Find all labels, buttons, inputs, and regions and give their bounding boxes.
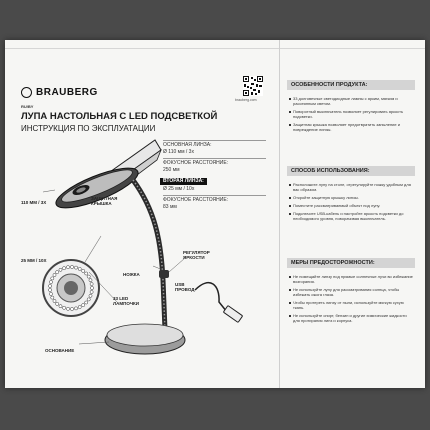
led-bulb-icon xyxy=(70,307,73,310)
led-bulb-icon xyxy=(51,296,54,299)
led-bulb-icon xyxy=(59,305,62,308)
led-bulb-icon xyxy=(63,267,66,270)
led-bulb-icon xyxy=(78,267,81,270)
led-bulb-icon xyxy=(90,282,93,285)
usb-cable xyxy=(195,283,227,312)
spec-main-focus-head: ФОКУСНОЕ РАССТОЯНИЕ: xyxy=(163,160,229,166)
list-item: Защитная крышка позволяет предотвратить запыление и повреждение линзы. xyxy=(289,122,413,132)
led-bulb-icon xyxy=(90,290,93,293)
led-bulb-icon xyxy=(70,265,73,268)
led-bulb-icon xyxy=(87,298,90,301)
led-bulb-icon xyxy=(74,266,77,269)
led-bulb-icon xyxy=(82,269,85,272)
spec-divider xyxy=(163,140,266,141)
led-bulb-icon xyxy=(66,266,69,269)
led-bulb-icon xyxy=(56,271,59,274)
led-bulb-icon xyxy=(59,268,62,271)
spec-divider xyxy=(163,158,266,159)
spec-second-focus-head: ФОКУСНОЕ РАССТОЯНИЕ: xyxy=(163,197,229,203)
section-safety-title: МЕРЫ ПРЕДОСТОРОЖНОСТИ: xyxy=(287,258,415,268)
spec-second-focus-value: 83 мм xyxy=(163,204,177,210)
brand-site: brauberg.com xyxy=(235,98,257,102)
led-bulb-icon xyxy=(87,275,90,278)
list-item: Не используйте спирт, бензин и другие химические жидкости для протирания линз и корпуса. xyxy=(289,313,413,323)
spec-second-value: Ø 25 мм / 10х xyxy=(163,186,195,192)
list-item: Откройте защитную крышку линзы. xyxy=(289,195,413,200)
list-item: Не используйте лупу для рассматривания солнца, чтобы избежать ожога глаза. xyxy=(289,287,413,297)
list-item: Не помещайте линзу под прямые солнечные лучи во избежание возгорания. xyxy=(289,274,413,284)
section-usage-title: СПОСОБ ИСПОЛЬЗОВАНИЯ: xyxy=(287,166,415,176)
page-subtitle: ИНСТРУКЦИЯ ПО ЭКСПЛУАТАЦИИ xyxy=(21,124,156,133)
led-bulb-icon xyxy=(63,306,66,309)
features-list xyxy=(289,96,413,135)
safety-list xyxy=(289,274,413,326)
led-bulb-icon xyxy=(49,292,52,295)
led-bulb-icon xyxy=(74,307,77,310)
led-bulb-icon xyxy=(90,286,93,289)
led-bulb-icon xyxy=(56,302,59,305)
list-item: Поместите рассматриваемый объект под лупу. xyxy=(289,203,413,208)
label-cover: ЗАЩИТНАЯ КРЫШКА xyxy=(91,196,118,206)
led-bulb-icon xyxy=(49,281,52,284)
led-bulb-icon xyxy=(53,273,56,276)
label-led: 33 LED ЛАМПОЧКИ xyxy=(113,296,140,306)
instruction-sheet xyxy=(5,40,425,388)
led-bulb-icon xyxy=(53,299,56,302)
spec-main-value: Ø 110 мм / 3х xyxy=(163,149,194,155)
brand-name: BRAUBERG xyxy=(36,87,98,98)
label-regulator: РЕГУЛЯТОР ЯРКОСТИ xyxy=(183,250,210,260)
led-bulb-icon xyxy=(89,279,92,282)
usage-list xyxy=(289,182,413,224)
led-bulb-icon xyxy=(66,307,69,310)
label-leg: НОЖКА xyxy=(123,272,140,277)
list-item: Расположите лупу на столе, отрегулируйте ножку удобным для вас образом. xyxy=(289,182,413,192)
led-bulb-icon xyxy=(51,277,54,280)
led-bulb-icon xyxy=(82,304,85,307)
spec-main-focus-value: 250 мм xyxy=(163,167,180,173)
list-item: Поворотный выключатель позволяет регулировать яркость подсветки. xyxy=(289,109,413,119)
label-base: ОСНОВАНИЕ xyxy=(45,348,75,353)
gooseneck-arm xyxy=(133,180,165,330)
list-item: Подключите USB-кабель и настройте яркость подсветки до необходимого уровня, поворачивая выключатель. xyxy=(289,211,413,221)
regulator-knob-icon xyxy=(159,270,169,278)
led-bulb-icon xyxy=(89,294,92,297)
spec-second-head: ВТОРАЯ ЛИНЗА: xyxy=(160,178,207,185)
language-code: RU/BY xyxy=(21,104,34,109)
spec-main-head: ОСНОВНАЯ ЛИНЗА: xyxy=(163,142,212,148)
label-lens-big: 110 ММ / 3Х xyxy=(21,200,47,205)
led-bulb-icon xyxy=(78,306,81,309)
magnifier-illustration xyxy=(5,40,280,388)
label-usb: USB ПРОВОД xyxy=(175,282,195,292)
led-bulb-icon xyxy=(85,272,88,275)
usb-plug-icon xyxy=(223,306,242,323)
page-title: ЛУПА НАСТОЛЬНАЯ С LED ПОДСВЕТКОЙ xyxy=(21,111,218,122)
base-icon xyxy=(105,324,185,354)
list-item: 33 долговечные светодиодные лампы с ярким, мягким и рассеянным светом. xyxy=(289,96,413,106)
list-item: Чтобы протереть линзу от пыли, используйте мягкую сухую ткань. xyxy=(289,300,413,310)
led-bulb-icon xyxy=(49,284,52,287)
spec-divider xyxy=(163,195,266,196)
lens-head-icon xyxy=(52,160,143,215)
led-bulb-icon xyxy=(49,288,52,291)
section-features-title: ОСОБЕННОСТИ ПРОДУКТА: xyxy=(287,80,415,90)
led-bulb-icon xyxy=(85,301,88,304)
label-lens-small: 25 ММ / 10Х xyxy=(21,258,47,263)
